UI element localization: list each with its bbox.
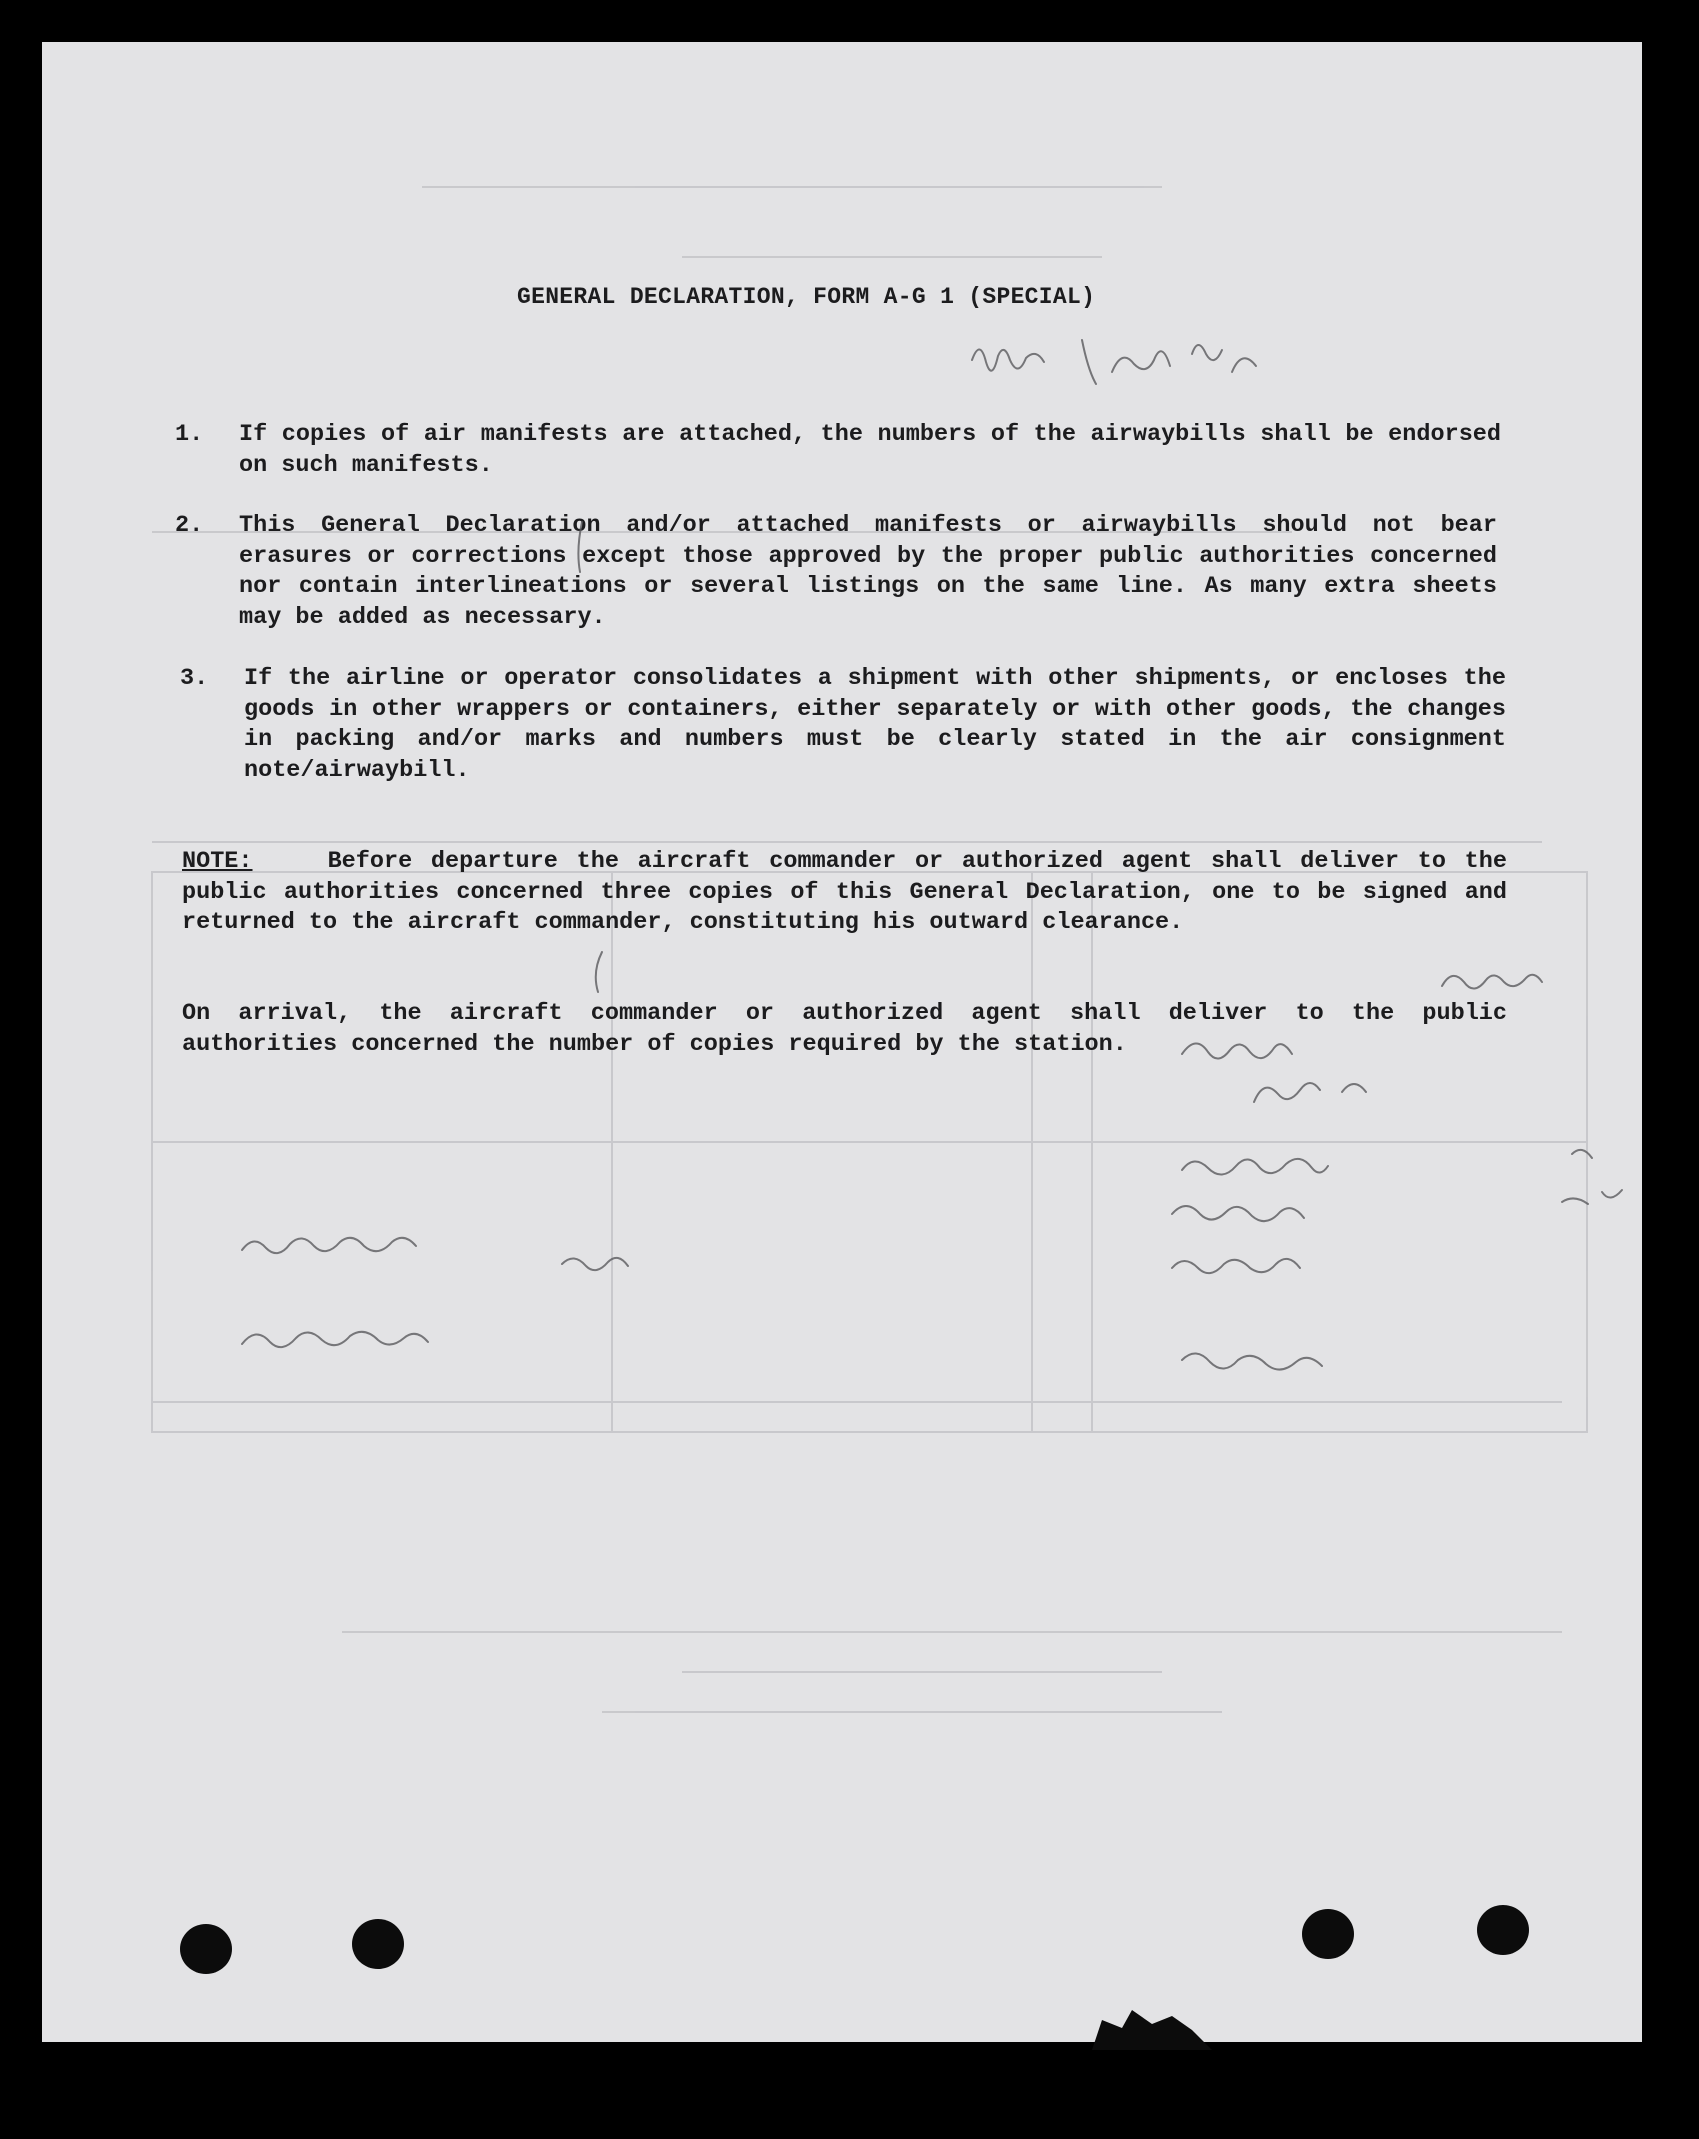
item-number: 1. (175, 421, 204, 448)
punch-hole (1477, 1905, 1529, 1955)
arrival-paragraph: On arrival, the aircraft commander or authorized agent shall deliver to the public authorities concerned the number of copies required by the station. (182, 1000, 1507, 1058)
document-page (42, 42, 1642, 2042)
item-number: 2. (175, 512, 204, 539)
item-text: This General Declaration and/or attached manifests or airwaybills should not bear erasures or corrections except those approved by the proper public authorities concerned nor contain interlineations or several listings on the same line. As many extra sheets may be added as necessary. (239, 512, 1497, 631)
note-label: NOTE: (182, 848, 253, 875)
item-text: If the airline or operator consolidates a shipment with other shipments, or encloses the goods in other wrappers or containers, either separately or with other goods, the changes in packing and/or marks and numbers must be clearly stated in the air consignment note/airwaybill. (244, 665, 1506, 784)
punch-hole (180, 1924, 232, 1974)
note-paragraph (182, 847, 1507, 939)
item-number: 3. (180, 665, 209, 692)
item-text: If copies of air manifests are attached, the numbers of the airwaybills shall be endorsed on such manifests. (239, 421, 1501, 479)
note-text: Before departure the aircraft commander or authorized agent shall deliver to the public authorities concerned three copies of this General Declaration, one to be signed and returned to the aircraft commander, constituting his outward clearance. (182, 848, 1507, 936)
punch-hole (1302, 1909, 1354, 1959)
document-title: GENERAL DECLARATION, FORM A-G 1 (SPECIAL) (517, 284, 1096, 310)
punch-hole (352, 1919, 404, 1969)
